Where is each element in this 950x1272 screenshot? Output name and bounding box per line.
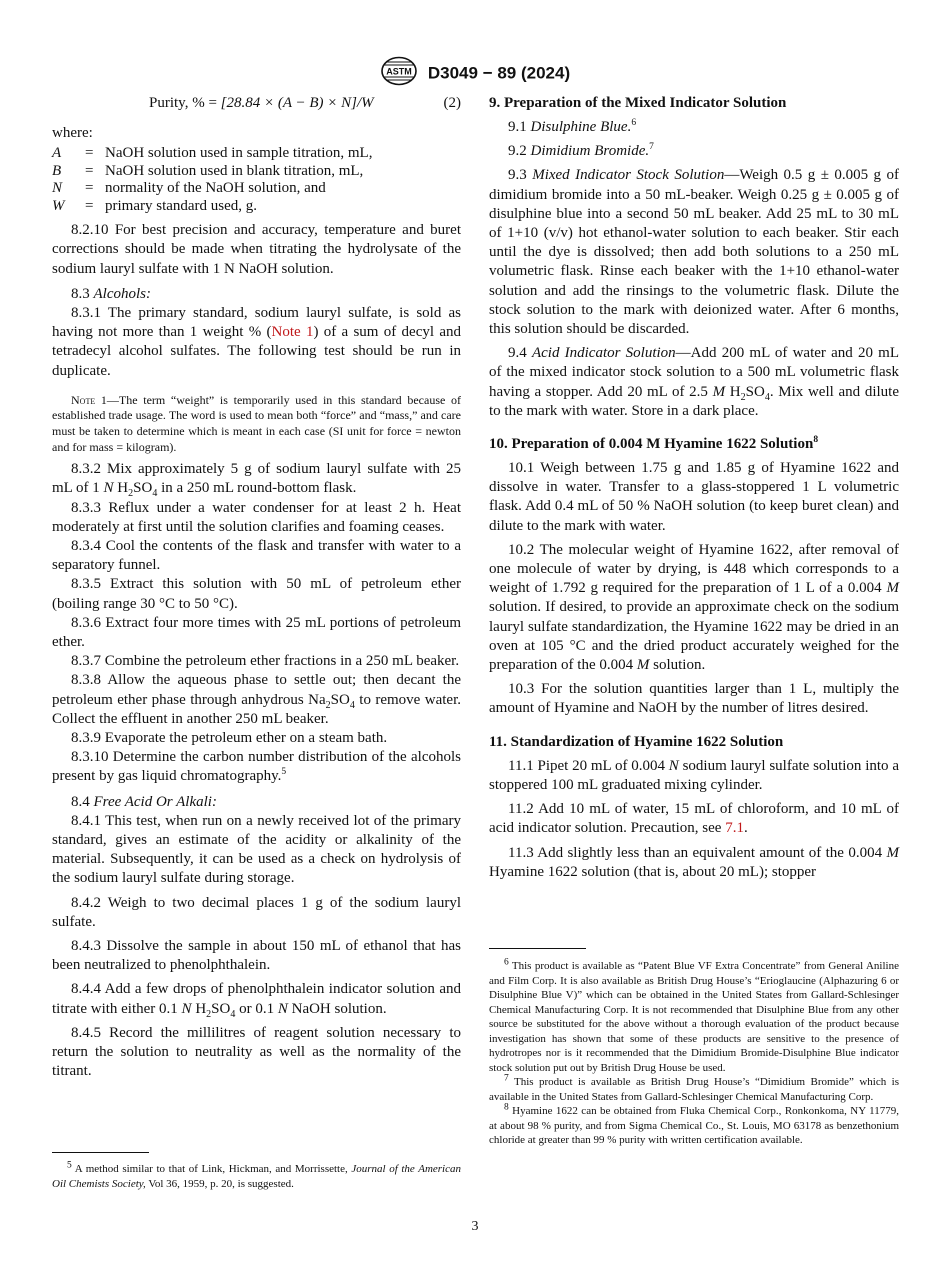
left-column	[52, 92, 461, 1082]
variable-row	[52, 145, 372, 163]
variable-eq: =	[85, 197, 94, 214]
para-8-3-7: 8.3.7 Combine the petroleum ether fractions in a 250 mL beaker.	[71, 653, 460, 670]
footnote-ref-7[interactable]: 7	[649, 142, 654, 153]
para-8-4-5: 8.4.5 Record the millilitres of reagent solution necessary to return the solution to neutrality as well as the normality of the titrant.	[52, 1024, 461, 1080]
para-11-1: 11.1 Pipet 20 mL of 0.004 N sodium lauryl sulfate solution into a stoppered 100 mL graduated mixing cylinder.	[489, 757, 899, 793]
para-8-3-6: 8.3.6 Extract four more times with 25 mL portions of petroleum ether.	[52, 614, 461, 651]
para-8-4-4: 8.4.4 Add a few drops of phenolphthalein indicator solution and titrate with either 0.1 N $H_2SO_4$ or 0.1 N NaOH solution.	[52, 981, 461, 1020]
para-8-4-3: 8.4.3 Dissolve the sample in about 150 mL of ethanol that has been neutralized to phenolphthalein.	[52, 938, 461, 974]
para-8-4-2: 8.4.2 Weigh to two decimal places 1 g of the sodium lauryl sulfate.	[52, 894, 461, 930]
variable-row	[52, 198, 372, 216]
para-8-3-1: 8.3.1 The primary standard, sodium lauryl sulfate, is sold as having not more than 1 weight % (Note 1) of a sum of decyl and tetradecyl alcohol sulfates. The following test should be run in duplicate.	[52, 305, 461, 379]
footnote-ref-6[interactable]: 6	[631, 118, 637, 128]
section-11-heading: 11. Standardization of Hyamine 1622 Solution	[489, 733, 784, 750]
variable-row	[52, 163, 372, 181]
page-header	[0, 56, 950, 91]
section-9-heading: 9. Preparation of the Mixed Indicator Solution	[489, 95, 787, 111]
footnote-7: $^7$ This product is available as British Drug House’s “Dimidium Bromide” which is available in the United States from Gallard-Schlesinger Chemical Manufacturing Corp.	[489, 1073, 899, 1103]
footnotes-left	[52, 1152, 461, 1191]
variable-eq: =	[85, 145, 94, 162]
astm-logo	[380, 56, 418, 91]
section-8-4-heading: 8.4 Free Acid Or Alkali:	[71, 793, 217, 810]
variable-desc: normality of the NaOH solution, and	[105, 180, 326, 197]
section-10-heading: 10. Preparation of 0.004 M Hyamine 1622 Solution$^8$	[489, 435, 819, 453]
document-id: D3049 − 89 (2024)	[427, 63, 571, 83]
para-10-2: 10.2 The molecular weight of Hyamine 1622, after removal of one molecule of water by drying, is 448 which corresponds to a weight of 1.792 g required for the preparation of 1 L of a 0.004 M solution. If desired, to provide an approximate check on the sodium lauryl sulfate standardization, the Hyamine 1622 may be dried in an oven at 105 °C and the dried product accurately weighed for the preparation of the 0.004 M solution.	[489, 541, 899, 674]
footnotes-right	[489, 948, 899, 1148]
para-8-3-10: 8.3.10 Determine the carbon number distribution of the alcohols present by gas liquid chromatography.$^5$	[52, 749, 461, 785]
variable-definitions	[52, 145, 372, 215]
para-9-4: 9.4 Acid Indicator Solution—Add 200 mL of water and 20 mL of the mixed indicator stock solution to a 500 mL volumetric flask having a stopper. Add 20 mL of 2.5 M $H_2SO_4$. Mix well and dilute to the mark with water. Store in a dark place.	[489, 345, 899, 419]
para-8-3-3: 8.3.3 Reflux under a water condenser for at least 2 h. Heat moderately at first until the solution clarifies and foaming ceases.	[52, 499, 461, 535]
section-7-1-link[interactable]: 7.1	[725, 820, 744, 837]
para-11-3: 11.3 Add slightly less than an equivalent amount of the 0.004 M Hyamine 1622 solution (that is, about 20 mL); stopper	[489, 844, 899, 880]
para-10-3: 10.3 For the solution quantities larger than 1 L, multiply the amount of Hyamine and NaOH by the number of litres desired.	[489, 681, 899, 717]
where-label: where:	[52, 125, 93, 141]
variable-sym: N	[52, 180, 63, 197]
page-number: 3	[471, 1219, 479, 1234]
footnote-rule	[52, 1152, 149, 1153]
footnote-8: $^8$ Hyamine 1622 can be obtained from Fluka Chemical Corp., Ronkonkoma, NY 11779, at about 98 % purity, and from Sigma Chemical Co., St. Louis, MO 63178 as benzethonium chloride at greater than 99 % purity with written certification available.	[489, 1102, 899, 1146]
para-11-2: 11.2 Add 10 mL of water, 15 mL of chloroform, and 10 mL of acid indicator solution. Precaution, see 7.1.	[489, 801, 899, 837]
para-10-1: 10.1 Weigh between 1.75 g and 1.85 g of Hyamine 1622 and dissolve in water. Transfer to a glass-stoppered 1 L volumetric flask. Add 0.4 mL of 50 % NaOH solution (to keep buret clean) and dilute to the mark with water.	[489, 460, 899, 534]
para-8-3-5: 8.3.5 Extract this solution with 50 mL of petroleum ether (boiling range 30 °C to 50 °C).	[52, 576, 461, 612]
equation-formula: Purity, % = [28.84 × (A − B) × N]/W	[149, 95, 374, 111]
para-8-3-2: 8.3.2 Mix approximately 5 g of sodium lauryl sulfate with 25 mL of 1 N $H_2SO_4$ in a 250 mL round-bottom flask.	[52, 461, 461, 500]
para-9-3: 9.3 Mixed Indicator Stock Solution—Weigh 0.5 g ± 0.005 g of dimidium bromide into a 50 mL-beaker. Weigh 0.25 g ± 0.005 g of disulphine blue into a second 50 mL beaker. Add 25 mL to 30 mL of 1+10 (v/v) hot ethanol-water solution to each beaker. Stir each until the dye is dissolved; then add both solutions to a 250 mL volumetric flask. Rinse each beaker with the 1+10 ethanol-water solution and add the rinsings to the volumetric flask. Dilute the stock solution to the mark with deionized water. After 6 months, this solution should be discarded.	[489, 167, 899, 338]
equation-2	[52, 92, 461, 116]
variable-eq: =	[85, 180, 94, 197]
variable-sym: B	[52, 162, 62, 179]
para-8-4-1: 8.4.1 This test, when run on a newly received lot of the primary standard, gives an estimate of the acidity or alkalinity of the material. Subsequently, it can be used as a check on hydrolysis of the sodium lauryl sulfate during storage.	[52, 812, 461, 887]
footnote-5: $^5$ A method similar to that of Link, Hickman, and Morrissette, Journal of the American Oil Chemists Society, Vol 36, 1959, p. 20, is suggested.	[52, 1160, 461, 1190]
variable-eq: =	[85, 162, 94, 179]
variable-sym: A	[52, 145, 62, 162]
right-column	[489, 92, 899, 882]
para-8-2-10: 8.2.10 For best precision and accuracy, temperature and buret corrections should be made when titrating the hydrolysate of the sodium lauryl sulfate with 1 N NaOH solution.	[52, 222, 461, 277]
footnote-6: $^6$ This product is available as “Patent Blue VF Extra Concentrate” from General Aniline and Film Corp. It is also available as British Drug House’s “Erioglaucine (Alphazuring 6 or Disulphine Blue V)” which can be obtained in the United States from Gallard-Schlesinger Chemical Manufacturing Corp. It is not recommended that Disulphine Blue from any other source be substituted for the above without a thorough evaluation of the product because investigation has shown that some of these products are sensitive to the presence of hydrotropes nor is it recommended that the Dimidium Bromide-Disulphine Blue indicator stock solution put out by British Drug House be used.	[489, 957, 899, 1074]
footnote-rule	[489, 948, 586, 949]
variable-desc: NaOH solution used in sample titration, mL,	[105, 145, 373, 162]
variable-desc: NaOH solution used in blank titration, mL,	[105, 162, 364, 179]
variable-sym: W	[52, 197, 65, 214]
note-1-link[interactable]: Note 1	[271, 324, 314, 341]
section-8-3-heading: 8.3 Alcohols:	[71, 285, 151, 302]
para-9-1: 9.1 Disulphine Blue.$^6$	[508, 118, 637, 135]
para-8-3-9: 8.3.9 Evaporate the petroleum ether on a steam bath.	[71, 730, 388, 747]
variable-desc: primary standard used, g.	[105, 197, 258, 214]
para-9-2: 9.2 Dimidium Bromide.$^7$	[508, 142, 654, 160]
footnote-ref-8[interactable]: 8	[813, 435, 819, 446]
note-1: Note 1—The term “weight” is temporarily used in this standard because of established trade usage. The word is used to mean both “force” and “mass,” and care must be taken to determine which is meant in each case (SI unit for force = newton and for mass = kilogram).	[52, 392, 462, 454]
equation-number: (2)	[443, 95, 461, 111]
variable-row	[52, 180, 372, 198]
footnote-ref-5[interactable]: 5	[281, 767, 287, 778]
para-8-3-8: 8.3.8 Allow the aqueous phase to settle out; then decant the petroleum ether phase through anhydrous $Na_2SO_4$ to remove water. Collect the effluent in another 250 mL beaker.	[52, 672, 461, 727]
astm-logo-text: ASTM	[386, 66, 412, 77]
para-8-3-4: 8.3.4 Cool the contents of the flask and transfer with water to a separatory funnel.	[52, 538, 461, 574]
